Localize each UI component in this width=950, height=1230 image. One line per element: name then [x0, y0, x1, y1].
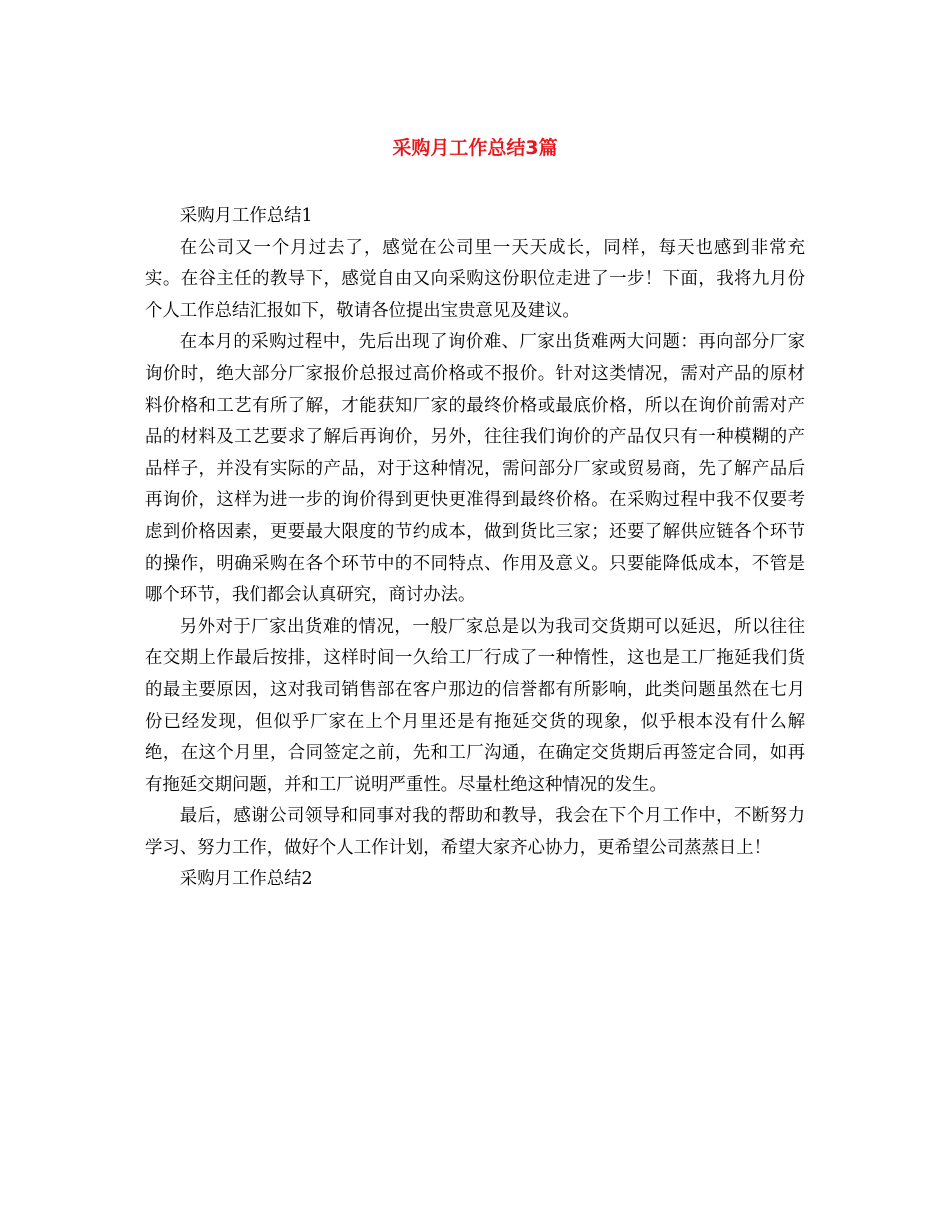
- section-heading: 采购月工作总结2: [179, 869, 313, 890]
- paragraph: 在本月的采购过程中，先后出现了询价难、厂家出货难两大问题：再向部分厂家询价时，绝大部分厂家报价总报过高价格或不报价。针对这类情况，需对产品的原材料价格和工艺有所了解，才能获知厂家的最终价格或最底价格，所以在询价前需对产品的材料及工艺要求了解后再询价，另外，往往我们询价的产品仅只有一种模糊的产品样子，并没有实际的产品，对于这种情况，需问部分厂家或贸易商，先了解产品后再询价，这样为进一步的询价得到更快更准得到最终价格。在采购过程中我不仅要考虑到价格因素，更要最大限度的节约成本，做到货比三家；还要了解供应链各个环节的操作，明确采购在各个环节中的不同特点、作用及意义。只要能降低成本，不管是哪个环节，我们都会认真研究，商讨办法。: [145, 332, 805, 606]
- paragraph: 另外对于厂家出货难的情况，一般厂家总是以为我司交货期可以延迟，所以往往在交期上作最后按排，这样时间一久给工厂行成了一种惰性，这也是工厂拖延我们货的最主要原因，这对我司销售部在客户那边的信誉都有所影响，此类问题虽然在七月份已经发现，但似乎厂家在上个月里还是有拖延交货的现象，似乎根本没有什么解绝，在这个月里，合同签定之前，先和工厂沟通，在确定交货期后再签定合同，如再有拖延交期问题，并和工厂说明严重性。尽量杜绝这种情况的发生。: [145, 616, 805, 795]
- paragraph: 在公司又一个月过去了，感觉在公司里一天天成长，同样，每天也感到非常充实。在谷主任的教导下，感觉自由又向采购这份职位走进了一步！下面，我将九月份个人工作总结汇报如下，敬请各位提出宝贵意见及建议。: [145, 237, 805, 321]
- section-heading: 采购月工作总结1: [179, 206, 313, 226]
- paragraph: 最后，感谢公司领导和同事对我的帮助和教导，我会在下个月工作中，不断努力学习、努力工作，做好个人工作计划，希望大家齐心协力，更希望公司蒸蒸日上！: [145, 806, 805, 858]
- document-body: [145, 201, 805, 896]
- document-title: 采购月工作总结3篇: [392, 137, 558, 159]
